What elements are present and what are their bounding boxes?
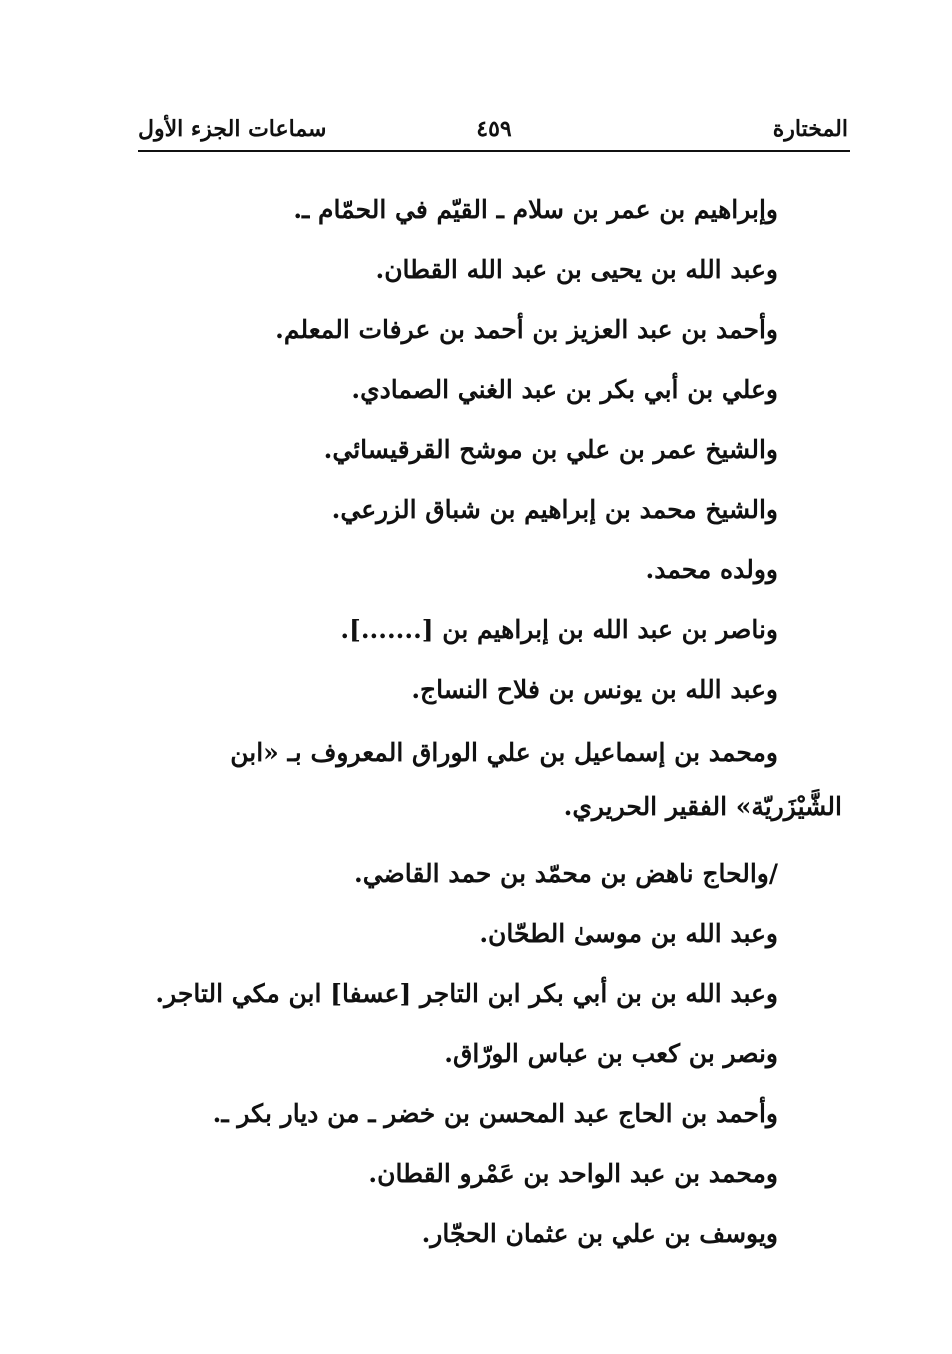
list-item: ويوسف بن علي بن عثمان الحجّار. <box>421 1219 778 1248</box>
list-item: وعلي بن أبي بكر بن عبد الغني الصمادي. <box>351 375 778 404</box>
list-item: وولده محمد. <box>645 555 778 584</box>
list-item: وإبراهيم بن عمر بن سلام ـ القيّم في الحمّام ـ. <box>293 195 778 224</box>
names-list <box>130 180 842 1264</box>
page-number: ٤٥٩ <box>476 116 512 142</box>
list-item: وعبد الله بن يونس بن فلاح النساج. <box>411 675 778 704</box>
header-section-title: سماعات الجزء الأول <box>138 116 327 142</box>
list-item: وناصر بن عبد الله بن إبراهيم بن [.......]. <box>340 615 778 644</box>
list-item: وعبد الله بن بن أبي بكر ابن التاجر [عسفا] ابن مكي التاجر. <box>155 979 778 1008</box>
list-item: ومحمد بن إسماعيل بن علي الوراق المعروف بـ «ابن الشَّيْزَريّة» الفقير الحريري. <box>230 738 842 821</box>
list-item: والشيخ محمد بن إبراهيم بن شباق الزرعي. <box>331 495 778 524</box>
list-item: وأحمد بن عبد العزيز بن أحمد بن عرفات المعلم. <box>275 315 778 344</box>
list-item: وعبد الله بن يحيى بن عبد الله القطان. <box>375 255 778 284</box>
list-item: والشيخ عمر بن علي بن موشح القرقيسائي. <box>323 435 778 464</box>
list-item: ومحمد بن عبد الواحد بن عَمْرو القطان. <box>368 1159 778 1188</box>
header-book-title: المختارة <box>772 116 848 142</box>
list-item: /والحاج ناهض بن محمّد بن حمد القاضي. <box>354 859 778 888</box>
list-item: ونصر بن كعب بن عباس الورّاق. <box>444 1039 778 1068</box>
running-header <box>138 112 850 152</box>
list-item: وأحمد بن الحاج عبد المحسن بن خضر ـ من ديار بكر ـ. <box>212 1099 778 1128</box>
list-item: وعبد الله بن موسىٰ الطحّان. <box>479 919 778 948</box>
